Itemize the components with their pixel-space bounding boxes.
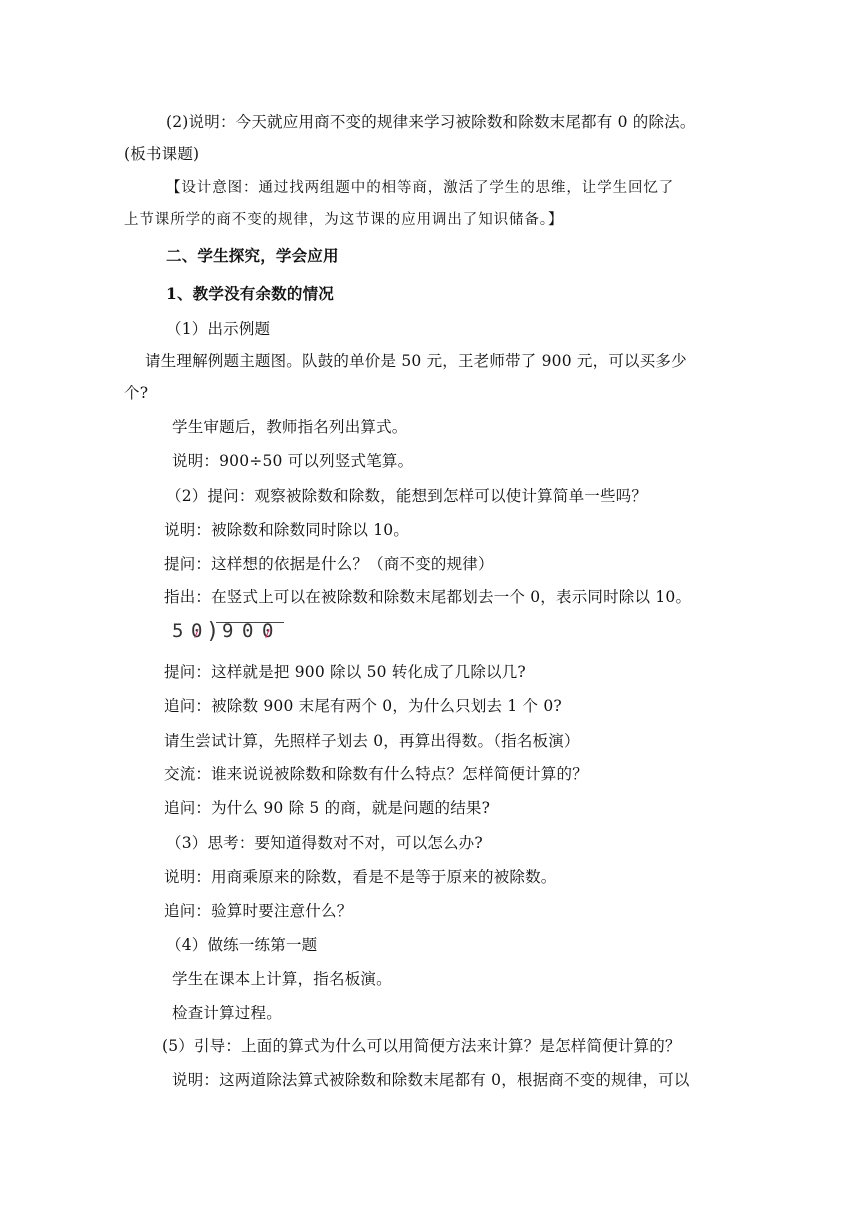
dividend-digit: 0	[242, 620, 254, 642]
dividend-digit-struck: 0	[262, 620, 274, 642]
step-5-heading: (5）引导：上面的算式为什么可以用简便方法来计算？是怎样简便计算的？	[162, 1037, 681, 1055]
paragraph-line: 说明：900÷50 可以列竖式笔算。	[172, 452, 414, 470]
paragraph-line: 指出：在竖式上可以在被除数和除数末尾都划去一个 0，表示同时除以 10。	[164, 588, 692, 606]
paragraph-line: 追问：为什么 90 除 5 的商，就是问题的结果?	[164, 799, 491, 817]
paragraph-line: 检查计算过程。	[172, 1004, 282, 1022]
paragraph-line: 学生在课本上计算，指名板演。	[172, 970, 392, 988]
long-division-figure	[172, 618, 290, 648]
paragraph-line: （2）提问：观察被除数和除数，能想到怎样可以使计算简单一些吗？	[166, 487, 648, 505]
paragraph-line: 说明：被除数和除数同时除以 10。	[164, 521, 410, 539]
design-intent-line-2: 上节课所学的商不变的规律，为这节课的应用调出了知识储备。】	[124, 212, 564, 228]
paragraph-explanation: (2)说明：今天就应用商不变的规律来学习被除数和除数末尾都有 0 的除法。	[166, 113, 696, 131]
paragraph-line: 提问：这样就是把 900 除以 50 转化成了几除以几?	[164, 663, 526, 681]
paragraph-example-problem-cont: 个?	[124, 384, 149, 402]
division-bracket: )	[208, 619, 217, 644]
paragraph-line: 说明：用商乘原来的除数，看是不是等于原来的被除数。	[164, 868, 557, 886]
paragraph-board-title: (板书课题)	[124, 145, 200, 163]
paragraph-example-problem: 请生理解例题主题图。队鼓的单价是 50 元，王老师带了 900 元，可以买多少	[145, 352, 687, 370]
design-intent-line-1: 【设计意图：通过找两组题中的相等商，激活了学生的思维，让学生回忆了	[166, 180, 675, 196]
step-1-heading: （1）出示例题	[166, 320, 271, 338]
paragraph-line: 追问：被除数 900 末尾有两个 0，为什么只划去 1 个 0?	[164, 697, 562, 715]
paragraph-line: 追问：验算时要注意什么？	[164, 902, 353, 920]
step-4-heading: （4）做练一练第一题	[166, 936, 318, 954]
divisor-digit-struck: 0	[191, 620, 203, 642]
divisor-digit: 5	[172, 620, 184, 642]
subsection-heading: 1、教学没有余数的情况	[166, 284, 334, 303]
paragraph-line: 请生尝试计算，先照样子划去 0，再算出得数。（指名板演）	[164, 732, 580, 750]
paragraph-line: 交流：谁来说说被除数和除数有什么特点？怎样简便计算的？	[164, 765, 588, 783]
section-heading: 二、学生探究，学会应用	[166, 246, 339, 265]
paragraph-line: 学生审题后，教师指名列出算式。	[172, 418, 408, 436]
step-3-heading: （3）思考：要知道得数对不对，可以怎么办?	[166, 834, 483, 852]
paragraph-line: 说明：这两道除法算式被除数和除数末尾都有 0，根据商不变的规律，可以	[172, 1071, 690, 1089]
dividend-digit: 9	[222, 620, 234, 642]
paragraph-line: 提问：这样想的依据是什么？（商不变的规律）	[164, 555, 494, 573]
